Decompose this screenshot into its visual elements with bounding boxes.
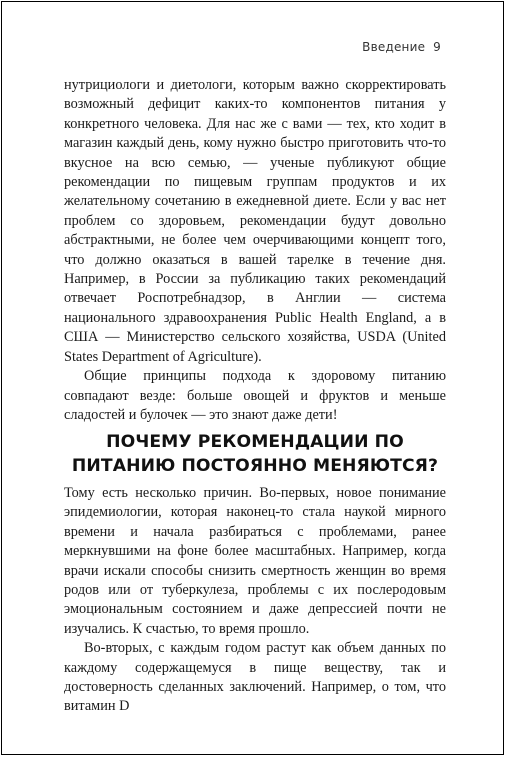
book-page [1,1,504,755]
paragraph: Во-вторых, с каждым годом растут как объем данных по каждому содержащемуся в пище веществу, так и достоверность сделанных заключений. Например, о том, что витамин D [64,640,446,715]
page-number: 9 [433,40,441,54]
running-header-section: Введение [362,40,426,54]
body-text-bottom [64,484,446,717]
section-heading: ПОЧЕМУ РЕКОМЕНДАЦИИ ПО ПИТАНИЮ ПОСТОЯННО МЕНЯЮТСЯ? [71,432,439,476]
paragraph: Общие принципы подхода к здоровому питанию совпадают везде: больше овощей и фруктов и меньше сладостей и булочек — это знают даже дети! [64,368,446,423]
running-header [362,40,441,54]
paragraph: нутрициологи и диетологи, которым важно скорректировать возможный дефицит каких-то компонентов питания у конкретного человека. Для нас же с вами — тех, кто ходит в магазин каждый день, кому нужно быстро приготовить что-то вкусное на всю семью, — ученые публикуют общие рекомендации по пищевым группам продуктов и их желательному сочетанию в ежедневной диете. Если у вас нет проблем со здоровьем, рекомендации будут довольно абстрактными, не более чем очерчивающими концепт того, что должно оказаться в вашей тарелке в течение дня. Например, в России за публикацию таких рекомендаций отвечает Роспотребнадзор, в Англии — система национального здравоохранения Public Health England, а в США — Министерство сельского хозяйства, USDA (United States Department of Agriculture). [64,77,446,365]
body-text-top [64,76,446,425]
paragraph: Тому есть несколько причин. Во-первых, новое понимание эпидемиологии, которая наконец-то стала наукой мирного времени и начала разбираться с проблемами, ранее меркнувшими на фоне более масштабных. Например, когда врачи искали способы снизить смертность женщин во время родов или от туберкулеза, проблемы с их послеродовым эмоциональным состоянием и даже депрессией почти не изучались. К счастью, то время прошло. [64,485,446,637]
